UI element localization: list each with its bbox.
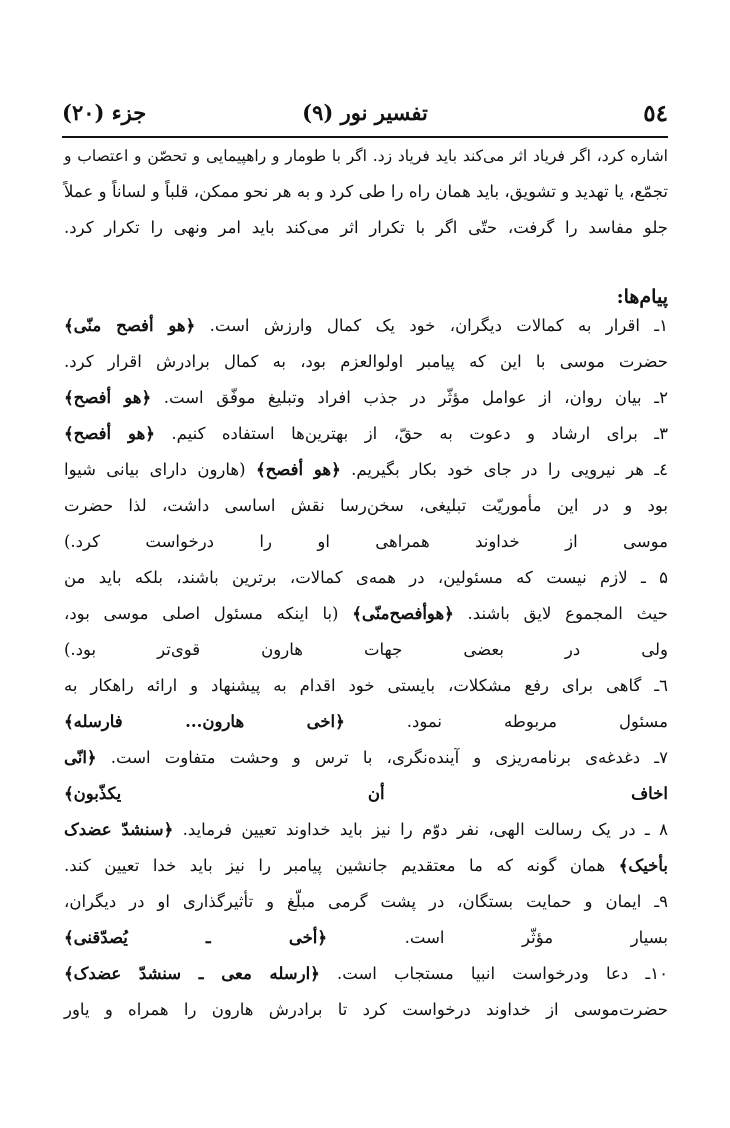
message-text: حضرت موسی با این که پیامبر اولوالعزم بود، به کمال برادرش اقرار کرد. [64, 352, 668, 371]
message-text: بود و در این مأموریّت تبلیغی، سخن‌رسا نقش اساسی داشت، لذا حضرت [64, 496, 668, 515]
message-line [64, 706, 668, 738]
quran-quote: ﴿سنشدّ عضدک [64, 820, 174, 839]
message-line [64, 598, 668, 630]
message-line [64, 670, 668, 702]
quran-quote: ﴿هوأفصح‌منّی﴾ [352, 604, 454, 623]
message-line [64, 490, 668, 522]
message-line [64, 886, 668, 918]
quran-quote: ﴿هو أفصح منّی﴾ [64, 316, 196, 335]
quran-quote: ﴿أخی ـ یُصدّقنی﴾ [64, 928, 328, 947]
quran-quote: ﴿ارسله معی ـ سنشدّ عضدک﴾ [64, 964, 320, 983]
message-line [64, 850, 668, 882]
message-text: (هارون دارای بیانی شیوا [64, 460, 256, 479]
message-text: ٦ـ گاهی برای رفع مشکلات، بایستی خود اقدام به پیشنهاد و ارائه راهکار به [64, 676, 668, 695]
message-line [64, 742, 668, 774]
message-text: ۹ـ ایمان و حمایت بستگان، در پشت گرمی مبلّغ و تأثیرگذاری او در دیگران، [64, 892, 668, 911]
message-text: مسئول مربوطه نمود. [344, 712, 668, 731]
juz-label: جزء (۲۰) [62, 100, 147, 125]
message-text: موسی از خداوند همراهی او را درخواست کرد.) [64, 532, 668, 551]
message-line [64, 526, 668, 558]
intro-line: جلو مفاسد را گرفت، حتّی اگر با تکرار اثر می‌کند باید امر ونهی را تکرار کرد. [64, 218, 668, 237]
message-line [64, 418, 668, 450]
message-line [64, 562, 668, 594]
message-line [64, 310, 668, 342]
message-text: حیث المجموع لایق باشند. [453, 604, 668, 623]
quran-quote: ﴿هو أفصح﴾ [64, 388, 152, 407]
message-text: ولی در بعضی جهات هارون قوی‌تر بود.) [64, 640, 668, 659]
message-text: ۱ـ اقرار به کمالات دیگران، خود یک کمال وارزش است. [195, 316, 668, 335]
message-text: همان گونه که ما معتقدیم جانشین پیامبر را نیز باید خدا تعیین کند. [64, 856, 619, 875]
quran-quote: ﴿هو أفصح﴾ [64, 424, 155, 443]
book-title: تفسیر نور (۹) [302, 100, 428, 125]
section-title: پیام‌ها: [616, 286, 668, 308]
quran-quote: ﴿هو أفصح﴾ [255, 460, 341, 479]
message-line [64, 778, 668, 810]
message-text: حضرت‌موسی از خداوند درخواست کرد تا برادرش هارون را همراه و یاور [64, 1000, 668, 1019]
message-text: ۷ـ دغدغه‌ی برنامه‌ریزی و آینده‌نگری، با ترس و وحشت متفاوت است. [96, 748, 668, 767]
message-line [64, 454, 668, 486]
message-line [64, 994, 668, 1026]
quran-quote: ﴿انّی [64, 748, 97, 767]
message-text: بسیار مؤثّر است. [327, 928, 668, 947]
quran-quote: ﴿اخی هارون... فارسله﴾ [64, 712, 345, 731]
message-line [64, 382, 668, 414]
message-text: ۵ ـ لازم نیست که مسئولین، در همه‌ی کمالات، برترین باشند، بلکه باید من [64, 568, 668, 587]
quran-quote: اخاف أن یکذّبون﴾ [64, 784, 668, 803]
message-text: ۳ـ برای ارشاد و دعوت به حقّ، از بهترین‌ها استفاده کنیم. [154, 424, 668, 443]
message-line [64, 634, 668, 666]
page-number: ٥٤ [643, 100, 668, 127]
quran-quote: بأخیک﴾ [618, 856, 668, 875]
running-header [62, 96, 668, 138]
intro-line: اشاره کرد، اگر فریاد اثر می‌کند باید فریاد زد. اگر با طومار و راهپیمایی و تحصّن و اعتصاب و [64, 147, 668, 165]
message-text: ۲ـ بیان روان، از عوامل مؤثّر در جذب افراد وتبلیغ موفّق است. [151, 388, 668, 407]
message-line [64, 922, 668, 954]
message-text: ۱۰ـ دعا ودرخواست انبیا مستجاب است. [319, 964, 668, 983]
intro-line: تجمّع، یا تهدید و تشویق، باید همان راه را طی کرد و به هر نحو ممکن، قلباً و لساناً و عملاً [64, 182, 668, 201]
message-text: ٤ـ هر نیرویی را در جای خود بکار بگیریم. [340, 460, 668, 479]
message-text: (با اینکه مسئول اصلی موسی بود، [64, 604, 353, 623]
message-text: ۸ ـ در یک رسالت الهی، نفر دوّم را نیز باید خداوند تعیین فرماید. [173, 820, 668, 839]
message-line [64, 958, 668, 990]
message-line [64, 346, 668, 378]
message-line [64, 814, 668, 846]
